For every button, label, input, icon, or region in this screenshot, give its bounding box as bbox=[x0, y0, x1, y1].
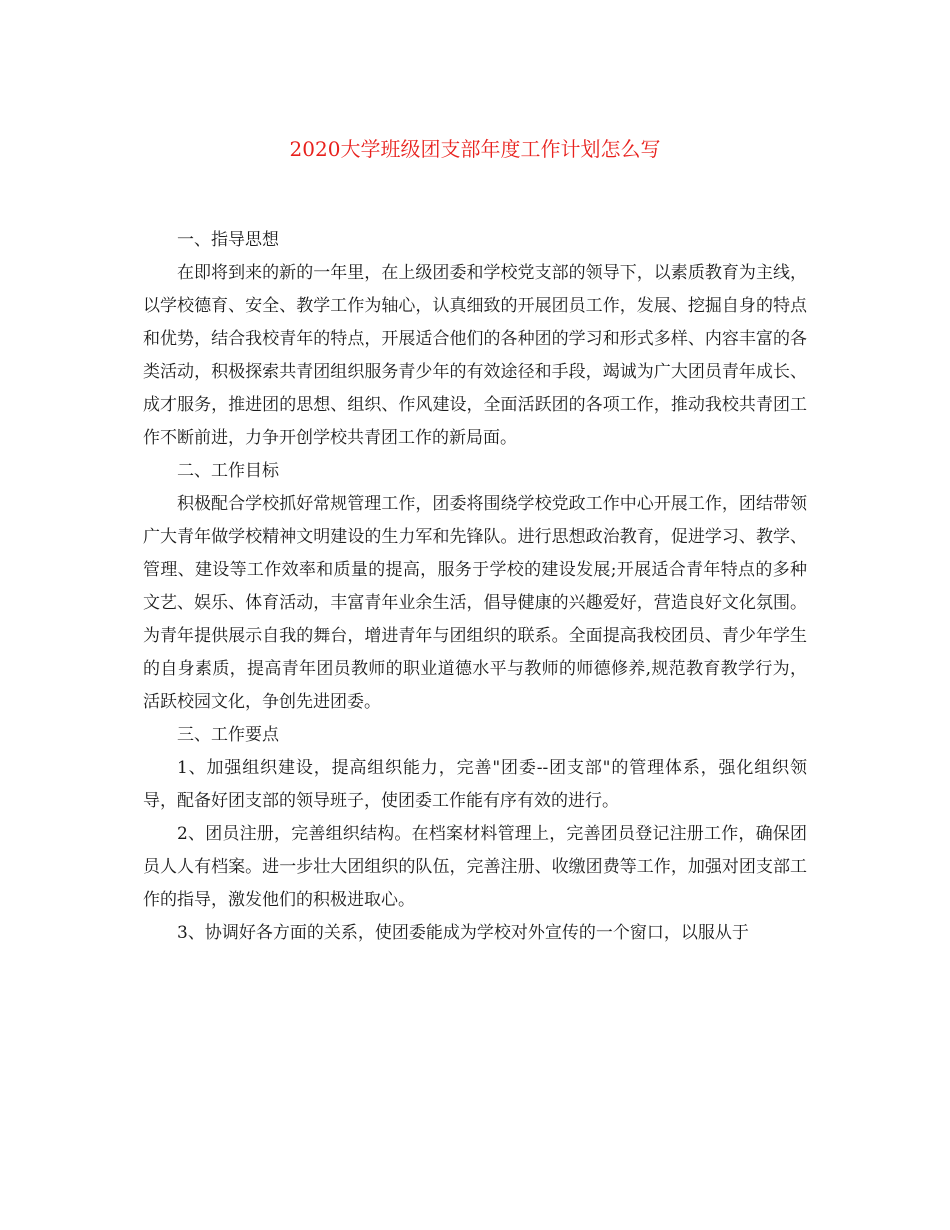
paragraph: 在即将到来的新的一年里，在上级团委和学校党支部的领导下，以素质教育为主线，以学校德育、安全、教学工作为轴心，认真细致的开展团员工作，发展、挖掘自身的特点和优势，结合我校青年的特点，开展适合他们的各种团的学习和形式多样、内容丰富的各类活动，积极探索共青团组织服务青少年的有效途径和手段，竭诚为广大团员青年成长、成才服务，推进团的思想、组织、作风建设，全面活跃团的各项工作，推动我校共青团工作不断前进，力争开创学校共青团工作的新局面。 bbox=[143, 263, 807, 448]
page-title: 2020大学班级团支部年度工作计划怎么写 bbox=[289, 137, 661, 161]
paragraph: 积极配合学校抓好常规管理工作，团委将围绕学校党政工作中心开展工作，团结带领广大青年做学校精神文明建设的生力军和先锋队。进行思想政治教育，促进学习、教学、管理、建设等工作效率和质量的提高，服务于学校的建设发展;开展适合青年特点的多种文艺、娱乐、体育活动，丰富青年业余生活，倡导健康的兴趣爱好，营造良好文化氛围。为青年提供展示自我的舞台，增进青年与团组织的联系。全面提高我校团员、青少年学生的自身素质，提高青年团员教师的职业道德水平与教师的师德修养,规范教育教学行为，活跃校园文化，争创先进团委。 bbox=[143, 494, 807, 712]
paragraph: 3、协调好各方面的关系，使团委能成为学校对外宣传的一个窗口，以服从于 bbox=[177, 923, 749, 943]
paragraph: 2、团员注册，完善组织结构。在档案材料管理上，完善团员登记注册工作，确保团员人人有档案。进一步壮大团组织的队伍，完善注册、收缴团费等工作，加强对团支部工作的指导，激发他们的积极进取心。 bbox=[143, 824, 807, 910]
paragraph: 1、加强组织建设，提高组织能力，完善"团委--团支部"的管理体系，强化组织领导，配备好团支部的领导班子，使团委工作能有序有效的进行。 bbox=[143, 758, 807, 811]
section-heading-work-goals: 二、工作目标 bbox=[177, 461, 279, 481]
section-heading-work-points: 三、工作要点 bbox=[177, 725, 279, 745]
document-body bbox=[143, 224, 807, 950]
section-heading-guiding-ideology: 一、指导思想 bbox=[177, 230, 279, 250]
